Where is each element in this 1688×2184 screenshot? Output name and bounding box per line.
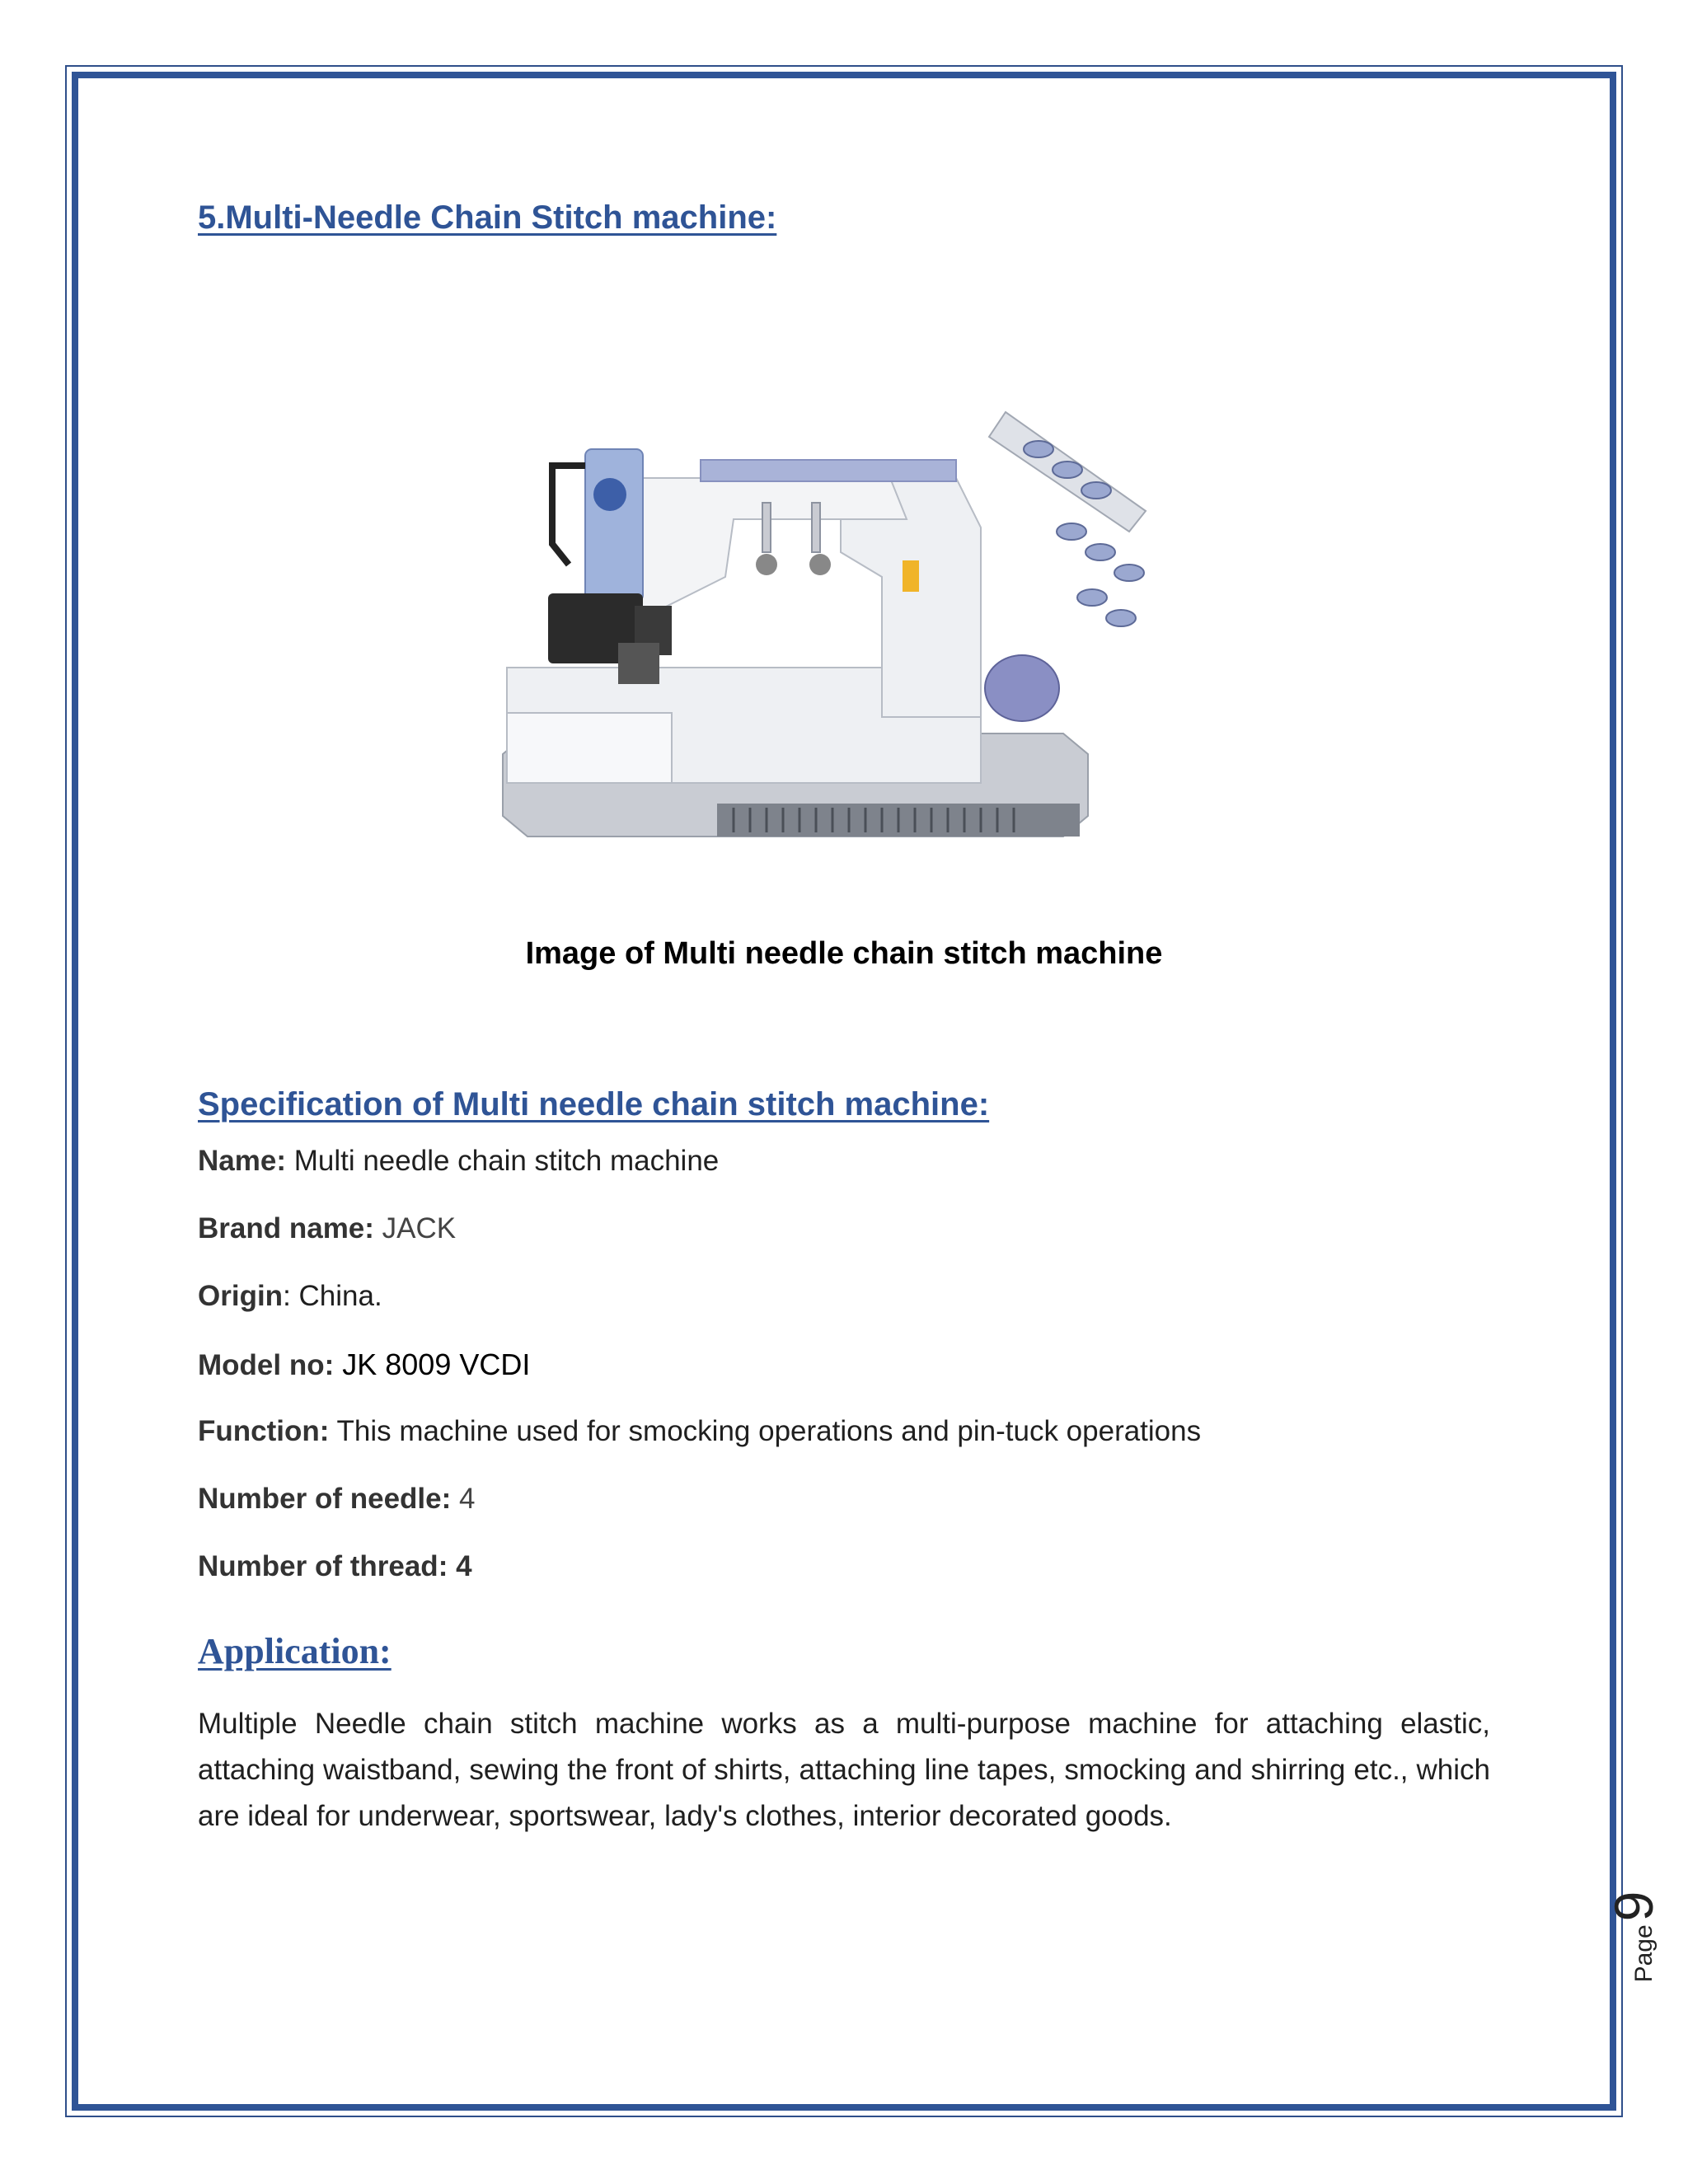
figure-caption: Image of Multi needle chain stitch machine [525, 936, 1163, 971]
spec-threads [198, 1550, 472, 1583]
spec-needles-label: Number of needle: [198, 1483, 452, 1515]
spec-model-value: JK 8009 VCDI [334, 1347, 531, 1381]
spec-function-label: Function: [198, 1415, 330, 1447]
page-number-value: 9 [1603, 1891, 1664, 1922]
spec-needles [198, 1483, 475, 1516]
spec-brand-label: Brand name: [198, 1212, 374, 1244]
application-heading: Application: [198, 1631, 392, 1671]
spec-origin [198, 1280, 382, 1313]
page-number [1559, 1891, 1664, 1983]
spec-threads-value: 4 [448, 1550, 472, 1582]
sewing-machine-illustration [495, 387, 1203, 857]
spec-brand-value: JACK [373, 1212, 457, 1244]
spec-needles-value: 4 [451, 1483, 476, 1515]
spec-brand [198, 1212, 456, 1245]
spec-model-label: Model no: [198, 1349, 335, 1381]
spec-name [198, 1145, 719, 1178]
spec-model [198, 1347, 530, 1382]
specification-heading: Specification of Multi needle chain stitch machine: [198, 1086, 990, 1122]
spec-name-label: Name: [198, 1145, 286, 1177]
page-word: Page [1630, 1924, 1658, 1983]
spec-function-value: This machine used for smocking operations and pin-tuck operations [329, 1415, 1202, 1447]
spec-origin-label: Origin [198, 1280, 284, 1312]
spec-threads-label: Number of thread: [198, 1550, 448, 1582]
spec-origin-value: : China. [283, 1280, 382, 1312]
spec-name-value: Multi needle chain stitch machine [285, 1145, 720, 1177]
section-heading: 5.Multi-Needle Chain Stitch machine: [198, 199, 777, 236]
spec-function [198, 1415, 1201, 1448]
application-paragraph: Multiple Needle chain stitch machine works as a multi-purpose machine for attaching elastic, attaching waistband, sewing the front of shirts, attaching line tapes, smocking and shirring etc., which are ideal for underwear, sportswear, lady's clothes, interior decorated goods. [198, 1708, 1490, 1832]
